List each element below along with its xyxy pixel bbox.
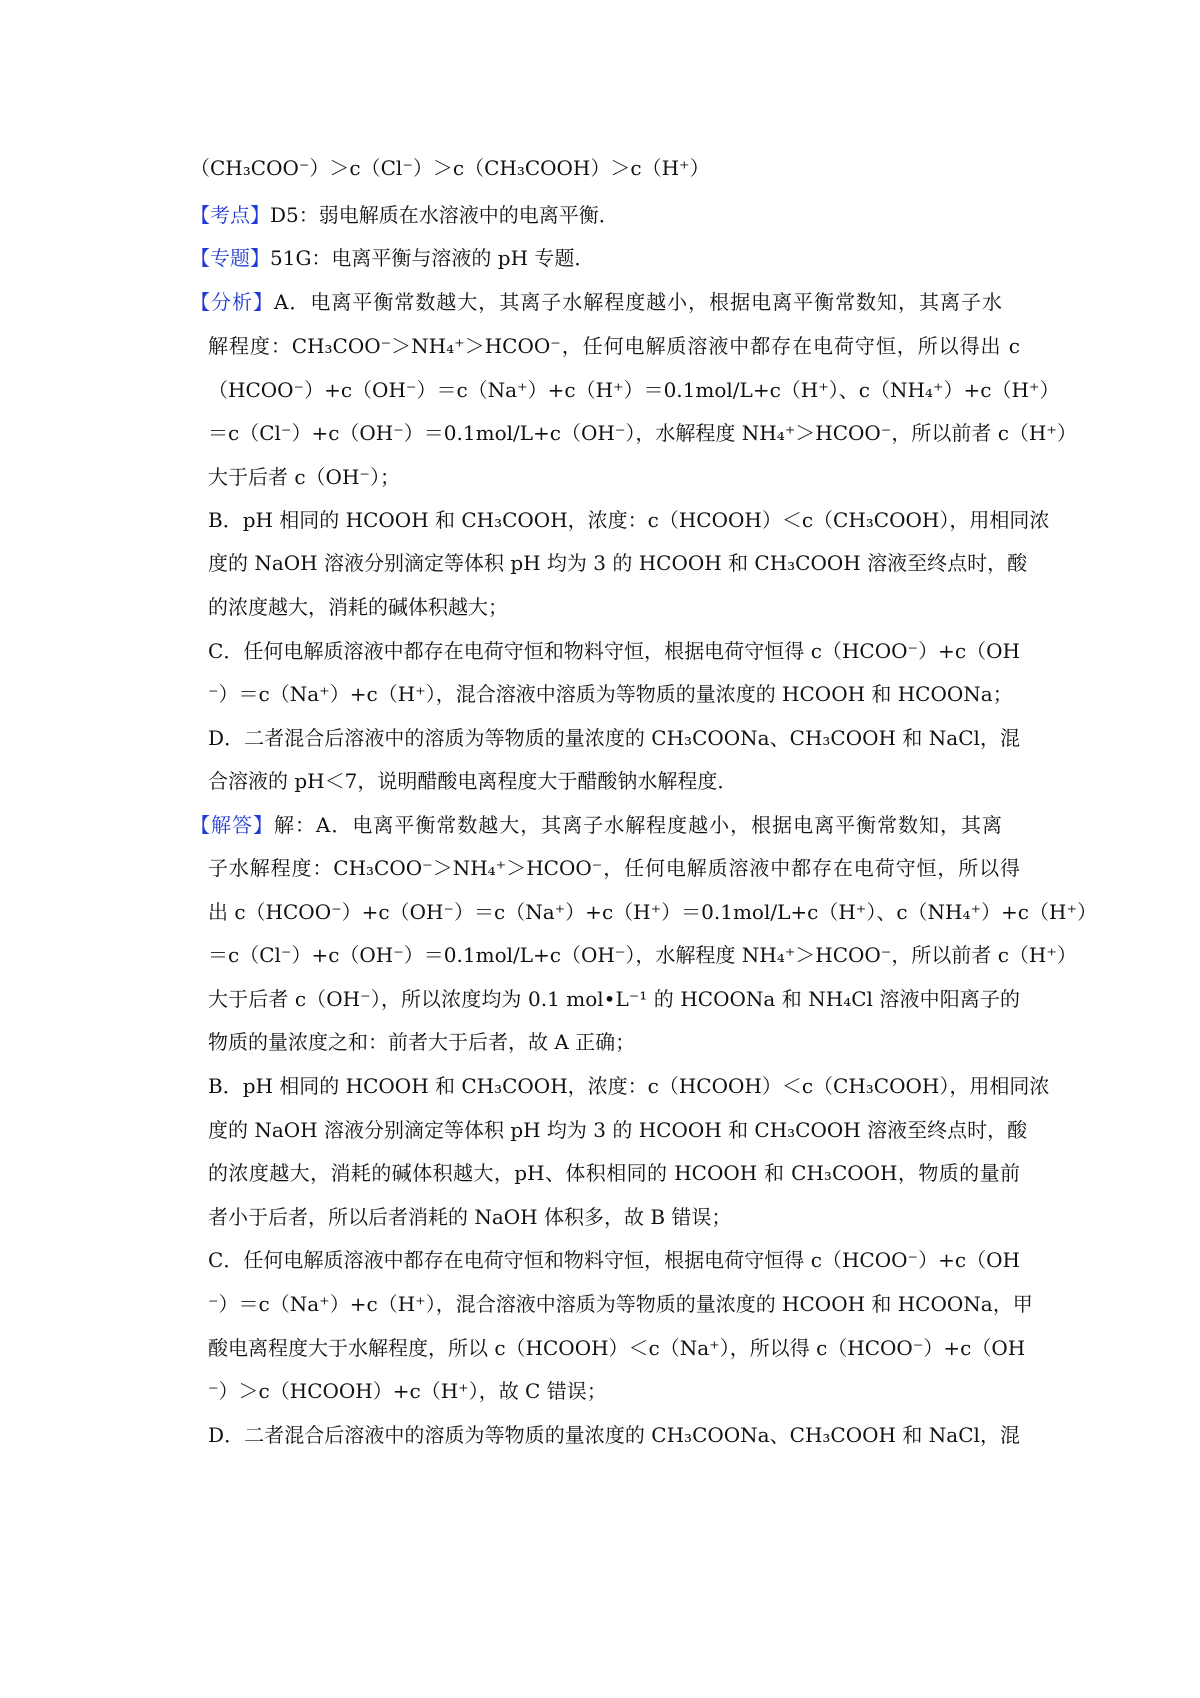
fenxi-text: A．电离平衡常数越大，其离子水解程度越小，根据电离平衡常数知，其离子水 bbox=[273, 290, 1002, 314]
text-line: 出 c（HCOO⁻）+c（OH⁻）＝c（Na⁺）+c（H⁺）＝0.1mol/L+c（H⁺）、c（NH₄⁺）+c（H⁺） bbox=[208, 900, 1098, 924]
text-line: （CH₃COO⁻）＞c（Cl⁻）＞c（CH₃COOH）＞c（H⁺） bbox=[190, 156, 710, 180]
text-line: 大于后者 c（OH⁻），所以浓度均为 0.1 mol•L⁻¹ 的 HCOONa 和 NH₄Cl 溶液中阳离子的 bbox=[208, 987, 1020, 1011]
text-line: ⁻）＝c（Na⁺）+c（H⁺），混合溶液中溶质为等物质的量浓度的 HCOOH 和 HCOONa，甲 bbox=[208, 1292, 1033, 1316]
text-line: C．任何电解质溶液中都存在电荷守恒和物料守恒，根据电荷守恒得 c（HCOO⁻）+c（OH bbox=[208, 639, 1020, 663]
zhuanti-line bbox=[190, 243, 1002, 273]
text-line: 度的 NaOH 溶液分别滴定等体积 pH 均为 3 的 HCOOH 和 CH₃COOH 溶液至终点时，酸 bbox=[208, 551, 1028, 575]
text-line: C．任何电解质溶液中都存在电荷守恒和物料守恒，根据电荷守恒得 c（HCOO⁻）+c（OH bbox=[208, 1248, 1020, 1272]
zhuanti-tag: 【专题】 bbox=[190, 246, 270, 270]
text-line: ＝c（Cl⁻）+c（OH⁻）＝0.1mol/L+c（OH⁻），水解程度 NH₄⁺＞HCOO⁻，所以前者 c（H⁺） bbox=[208, 421, 1077, 445]
text-line: 的浓度越大，消耗的碱体积越大，pH、体积相同的 HCOOH 和 CH₃COOH，物质的量前 bbox=[208, 1161, 1020, 1185]
text-line: 的浓度越大，消耗的碱体积越大； bbox=[208, 595, 508, 619]
text-line: D．二者混合后溶液中的溶质为等物质的量浓度的 CH₃COONa、CH₃COOH 和 NaCl，混 bbox=[208, 1423, 1020, 1447]
text-line: 度的 NaOH 溶液分别滴定等体积 pH 均为 3 的 HCOOH 和 CH₃COOH 溶液至终点时，酸 bbox=[208, 1118, 1028, 1142]
fenxi-tag: 【分析】 bbox=[190, 290, 274, 314]
text-line: D．二者混合后溶液中的溶质为等物质的量浓度的 CH₃COONa、CH₃COOH 和 NaCl，混 bbox=[208, 726, 1020, 750]
text-line: 大于后者 c（OH⁻）； bbox=[208, 465, 400, 489]
text-line: ⁻）＞c（HCOOH）+c（H⁺），故 C 错误； bbox=[208, 1379, 607, 1403]
text-line: 合溶液的 pH＜7，说明醋酸电离程度大于醋酸钠水解程度． bbox=[208, 769, 738, 793]
jieda-tag: 【解答】 bbox=[190, 813, 274, 837]
text-line: 者小于后者，所以后者消耗的 NaOH 体积多，故 B 错误； bbox=[208, 1205, 732, 1229]
zhuanti-text: 51G：电离平衡与溶液的 pH 专题． bbox=[270, 246, 595, 270]
jieda-line bbox=[190, 810, 1002, 840]
text-line: B．pH 相同的 HCOOH 和 CH₃COOH，浓度：c（HCOOH）＜c（CH₃COOH），用相同浓 bbox=[208, 1074, 1050, 1098]
text-line: B．pH 相同的 HCOOH 和 CH₃COOH，浓度：c（HCOOH）＜c（CH₃COOH），用相同浓 bbox=[208, 508, 1050, 532]
text-line: 子水解程度：CH₃COO⁻＞NH₄⁺＞HCOO⁻，任何电解质溶液中都存在电荷守恒，所以得 bbox=[208, 856, 1020, 880]
kaodian-line bbox=[190, 200, 1002, 230]
jieda-text: 解：A．电离平衡常数越大，其离子水解程度越小，根据电离平衡常数知，其离 bbox=[273, 813, 1002, 837]
text-line: 解程度：CH₃COO⁻＞NH₄⁺＞HCOO⁻，任何电解质溶液中都存在电荷守恒，所以得出 c bbox=[208, 334, 1020, 358]
text-line: ＝c（Cl⁻）+c（OH⁻）＝0.1mol/L+c（OH⁻），水解程度 NH₄⁺＞HCOO⁻，所以前者 c（H⁺） bbox=[208, 943, 1077, 967]
text-line: （HCOO⁻）+c（OH⁻）＝c（Na⁺）+c（H⁺）＝0.1mol/L+c（H⁺）、c（NH₄⁺）+c（H⁺） bbox=[208, 378, 1060, 402]
fenxi-line bbox=[190, 287, 1002, 317]
text-line: ⁻）＝c（Na⁺）+c（H⁺），混合溶液中溶质为等物质的量浓度的 HCOOH 和 HCOONa； bbox=[208, 682, 1013, 706]
kaodian-text: D5：弱电解质在水溶液中的电离平衡． bbox=[270, 203, 619, 227]
kaodian-tag: 【考点】 bbox=[190, 203, 270, 227]
text-line: 物质的量浓度之和：前者大于后者，故 A 正确； bbox=[208, 1030, 636, 1054]
text-line: 酸电离程度大于水解程度，所以 c（HCOOH）＜c（Na⁺），所以得 c（HCOO⁻）+c（OH bbox=[208, 1336, 1026, 1360]
